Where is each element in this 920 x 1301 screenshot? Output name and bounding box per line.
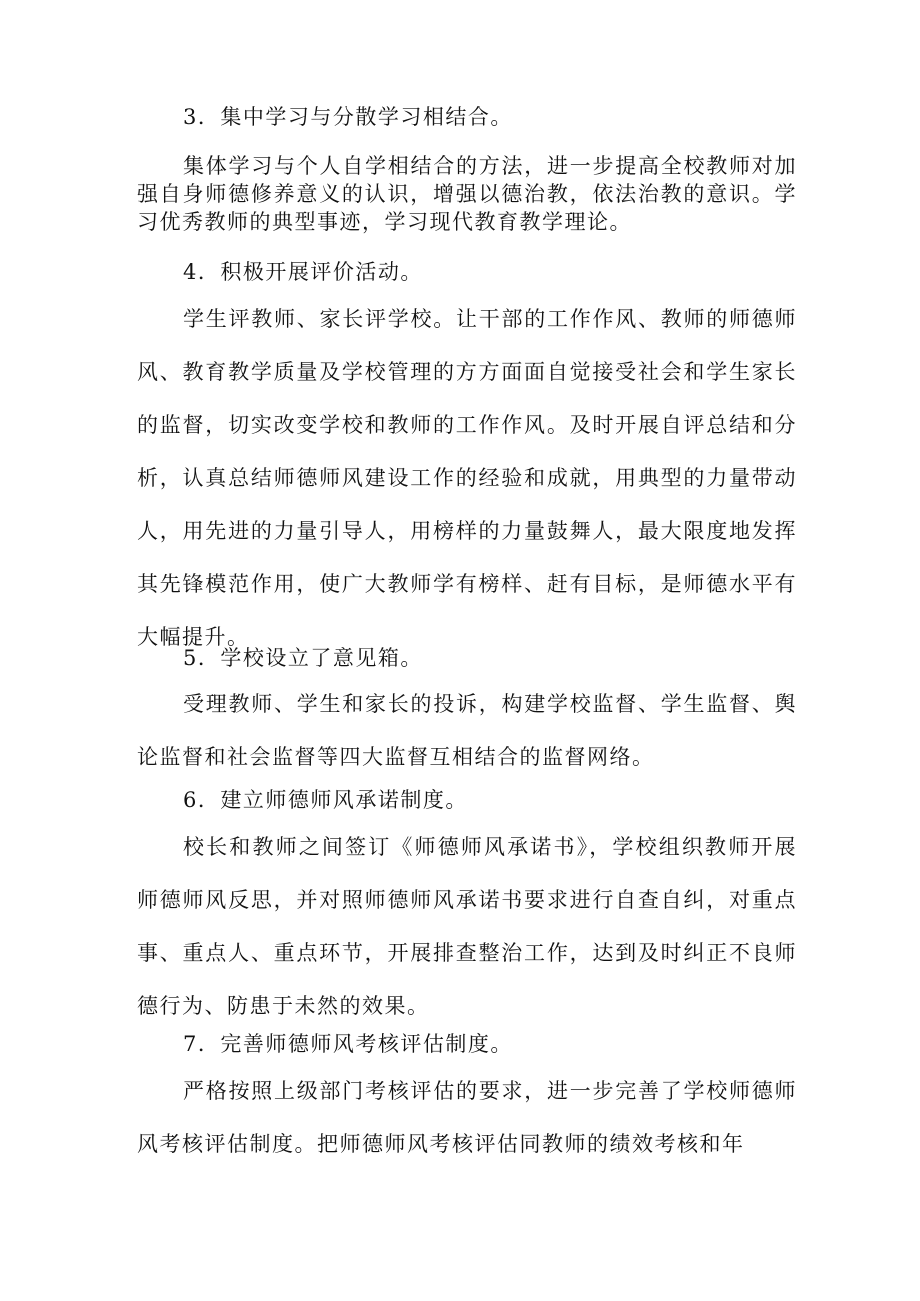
section-3-body: 集体学习与个人自学相结合的方法，进一步提高全校教师对加强自身师德修养意义的认识，增强以德治教，依法治教的意识。学习优秀教师的典型事迹，学习现代教育教学理论。 <box>137 154 797 234</box>
section-4-body: 学生评教师、家长评学校。让干部的工作作风、教师的师德师风、教育教学质量及学校管理的方方面面自觉接受社会和学生家长的监督，切实改变学校和教师的工作作风。及时开展自评总结和分析，认真总结师德师风建设工作的经验和成就，用典型的力量带动人，用先进的力量引导人，用榜样的力量鼓舞人，最大限度地发挥其先锋模范作用，使广大教师学有榜样、赶有目标，是师德水平有大幅提升。 <box>137 307 797 649</box>
section-7-body: 严格按照上级部门考核评估的要求，进一步完善了学校师德师风考核评估制度。把师德师风考核评估同教师的绩效考核和年 <box>137 1079 797 1156</box>
section-5-body: 受理教师、学生和家长的投诉，构建学校监督、学生监督、舆论监督和社会监督等四大监督互相结合的监督网络。 <box>137 692 797 769</box>
section-3-heading: 3．集中学习与分散学习相结合。 <box>183 105 513 129</box>
section-4-heading: 4．积极开展评价活动。 <box>183 260 423 284</box>
section-6-body: 校长和教师之间签订《师德师风承诺书》，学校组织教师开展师德师风反思，并对照师德师风承诺书要求进行自查自纠，对重点事、重点人、重点环节，开展排查整治工作，达到及时纠正不良师德行为、防患于未然的效果。 <box>137 835 797 1018</box>
section-7-heading: 7．完善师德师风考核评估制度。 <box>183 1032 513 1056</box>
section-5-heading: 5．学校设立了意见箱。 <box>183 646 423 670</box>
section-6-heading: 6．建立师德师风承诺制度。 <box>183 788 468 812</box>
